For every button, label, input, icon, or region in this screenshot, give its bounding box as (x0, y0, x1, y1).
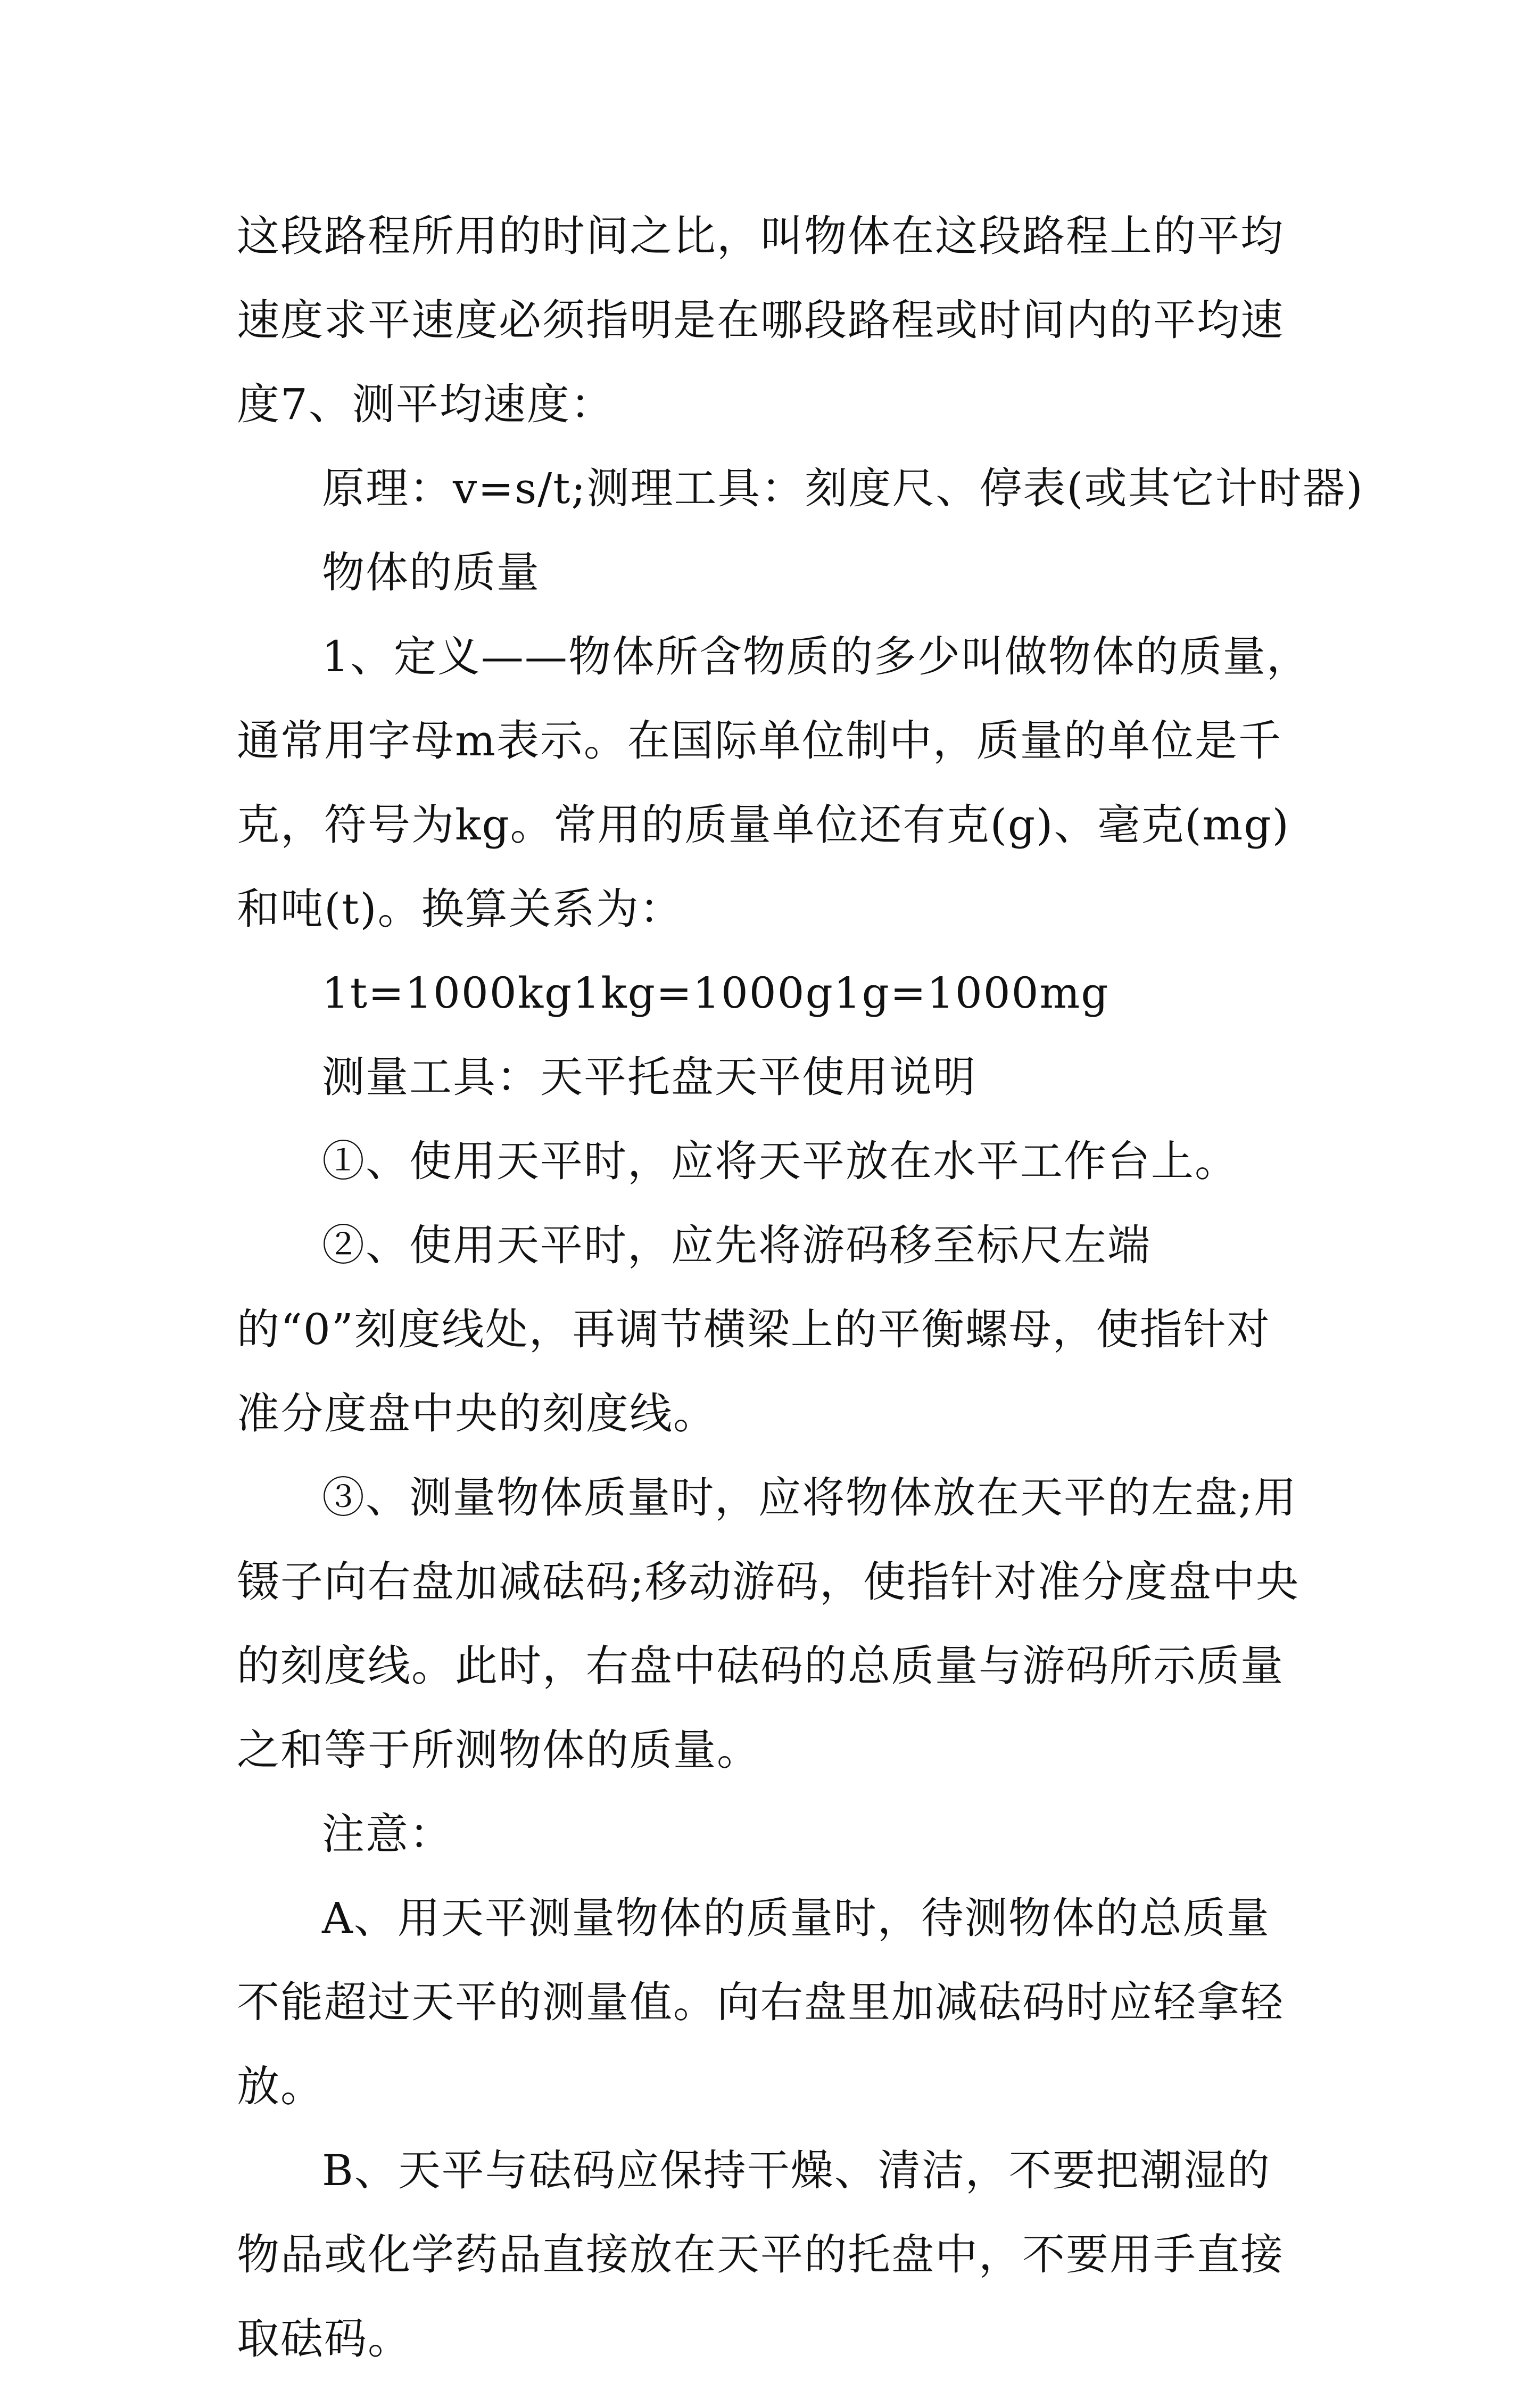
paragraph-step-3: ③、测量物体质量时，应将物体放在天平的左盘;用镊子向右盘加减砝码;移动游码，使指针对准分度盘中央的刻度线。此时，右盘中砝码的总质量与游码所示质量之和等于所测物体的质量。 (237, 1473, 1299, 1775)
paragraph-step-1: ①、使用天平时，应将天平放在水平工作台上。 (322, 1136, 1238, 1186)
paragraph-step-2: ②、使用天平时，应先将游码移至标尺左端的“0”刻度线处，再调节横梁上的平衡螺母，使指针对准分度盘中央的刻度线。 (237, 1221, 1271, 1438)
paragraph-principle: 原理：v=s/t;测理工具：刻度尺、停表(或其它计时器) (322, 464, 1364, 513)
paragraph-measuring-tool: 测量工具：天平托盘天平使用说明 (322, 1052, 976, 1102)
paragraph-note-b: B、天平与砝码应保持干燥、清洁，不要把潮湿的物品或化学药品直接放在天平的托盘中，不要用手直接取砝码。 (237, 2146, 1284, 2363)
section-heading-mass: 物体的质量 (322, 548, 540, 597)
document-body (237, 194, 1364, 2381)
paragraph-note-heading: 注意： (322, 1809, 453, 1859)
paragraph-unit-conversion: 1t=1000kg1kg=1000g1g=1000mg (322, 968, 1110, 1018)
paragraph-average-speed: 这段路程所用的时间之比，叫物体在这段路程上的平均速度求平速度必须指明是在哪段路程或时间内的平均速度7、测平均速度： (237, 211, 1284, 429)
paragraph-note-a: A、用天平测量物体的质量时，待测物体的总质量不能超过天平的测量值。向右盘里加减砝码时应轻拿轻放。 (237, 1893, 1284, 2111)
paragraph-definition: 1、定义——物体所含物质的多少叫做物体的质量，通常用字母m表示。在国际单位制中，质量的单位是千克，符号为kg。常用的质量单位还有克(g)、毫克(mg)和吨(t)。换算关系为： (237, 632, 1310, 934)
